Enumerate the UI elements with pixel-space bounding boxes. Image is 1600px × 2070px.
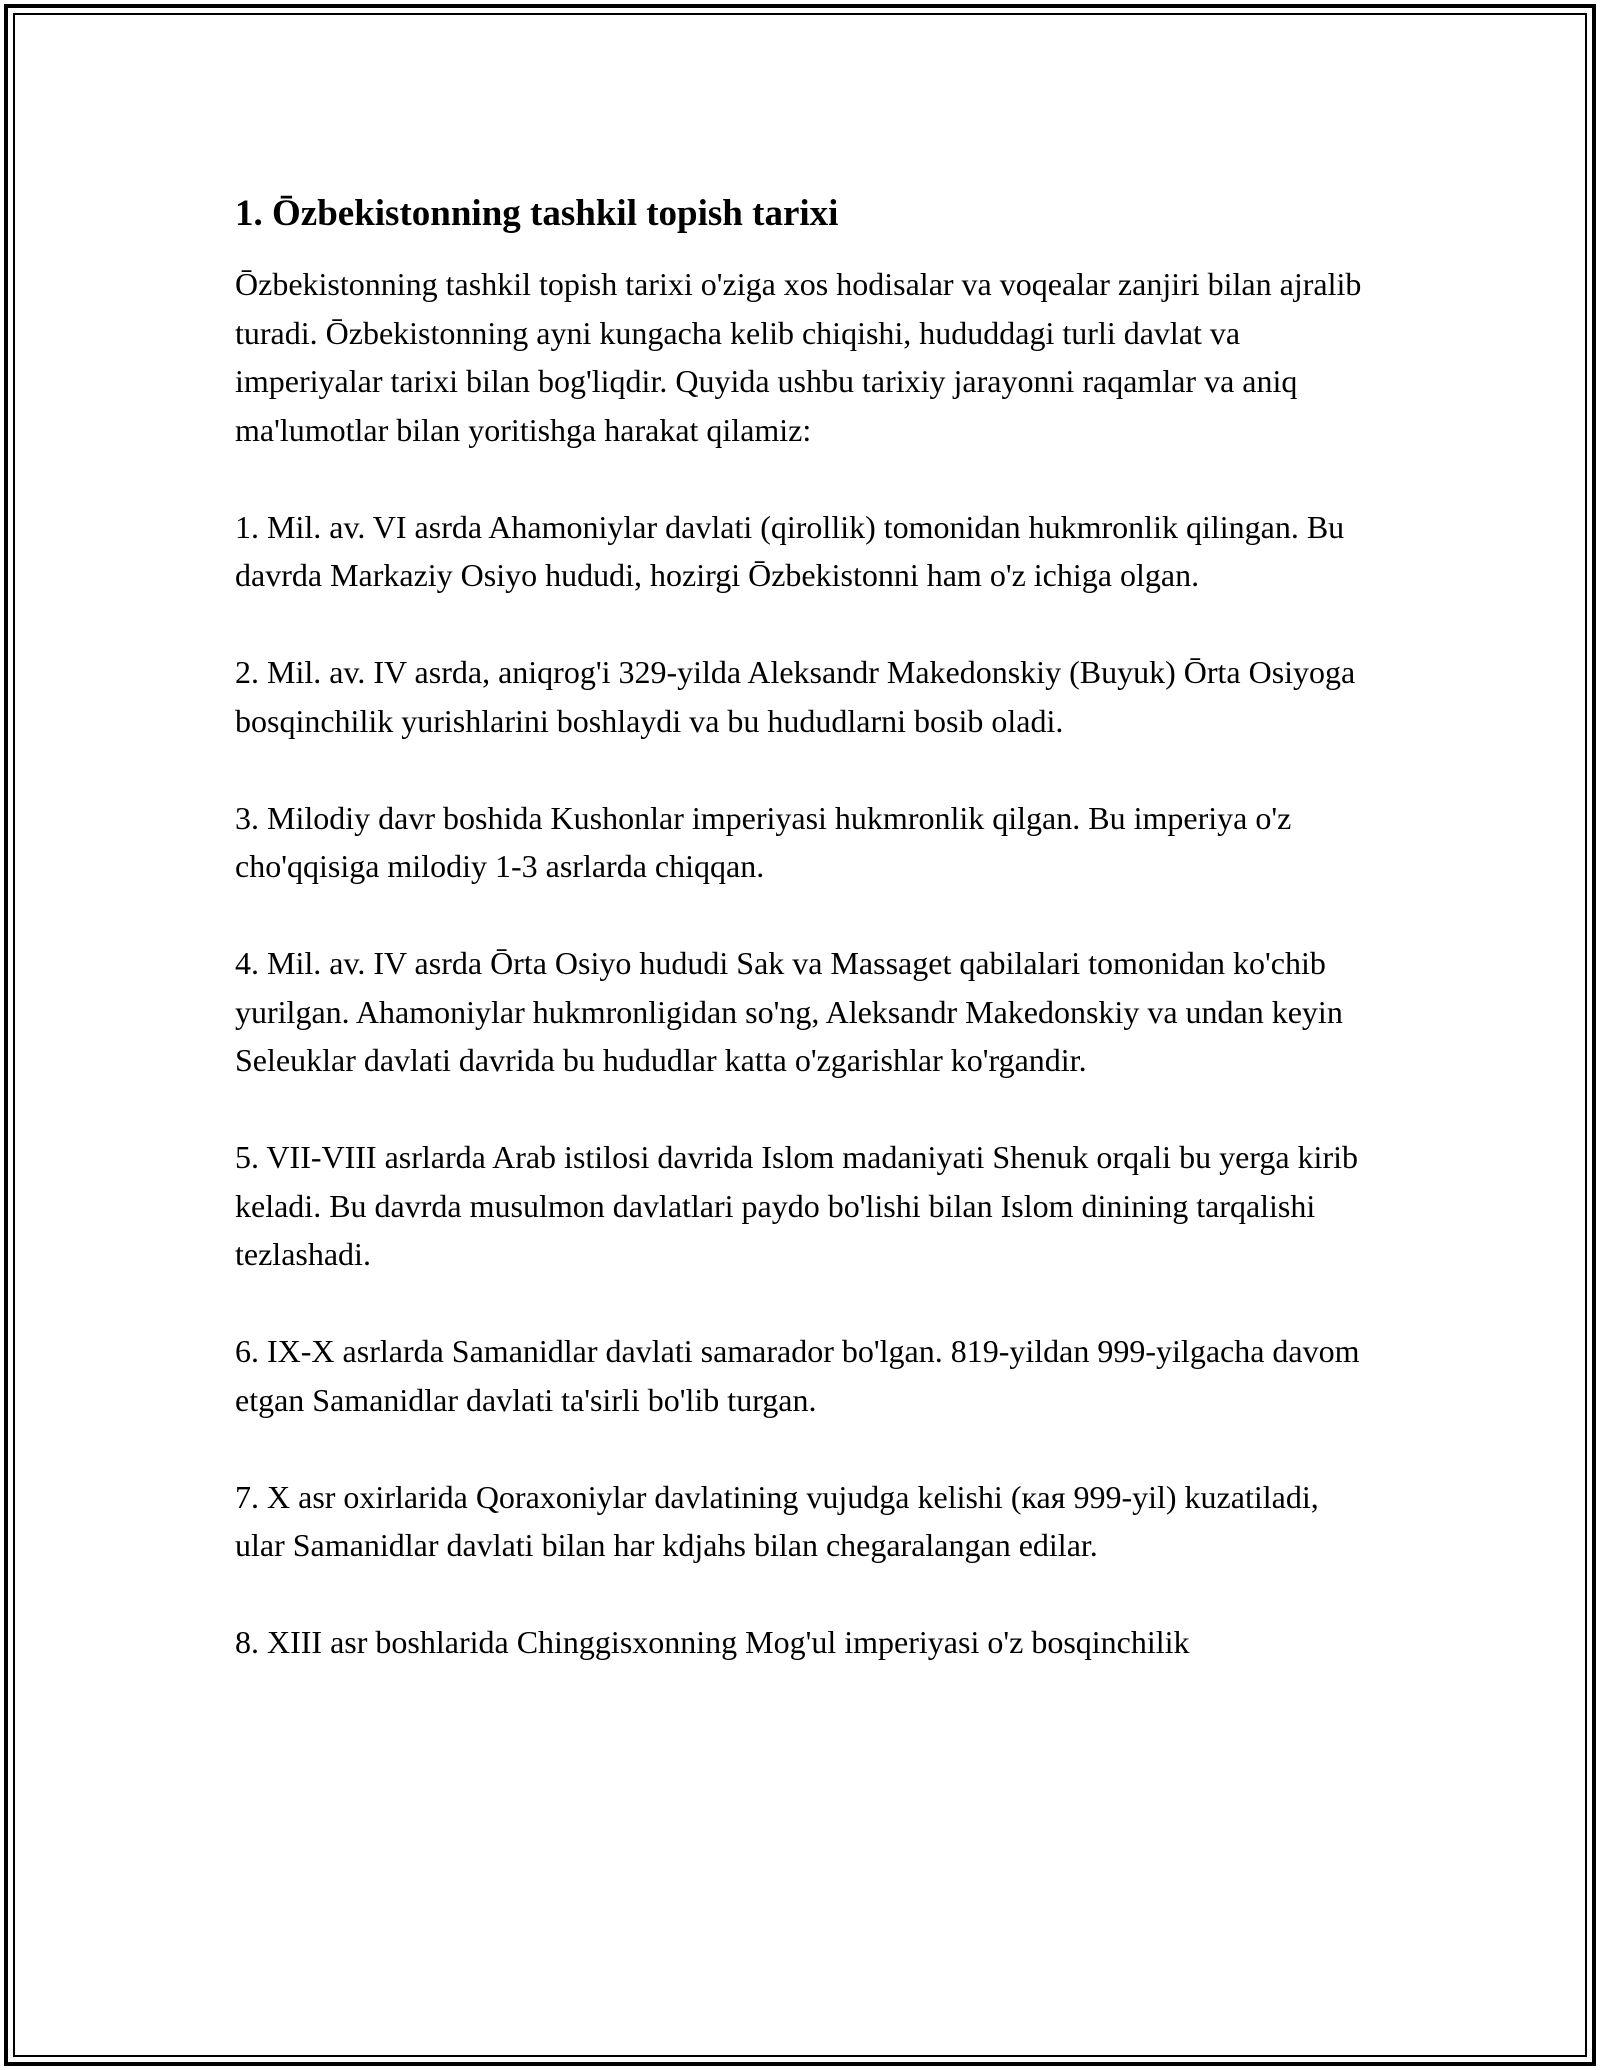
list-item: 6. IX-X asrlarda Samanidlar davlati samarador bo'lgan. 819-yildan 999-yilgacha davom etgan Samanidlar davlati ta'sirli bo'lib turgan. [235,1333,1360,1418]
intro-paragraph: Ōzbekistonning tashkil topish tarixi o'ziga xos hodisalar va voqealar zanjiri bilan ajralib turadi. Ōzbekistonning ayni kungacha kelib chiqishi, hududdagi turli davlat va imperiyalar tarixi bilan bog'liqdir. Quyida ushbu tarixiy jarayonni raqamlar va aniq ma'lumotlar bilan yoritishga harakat qilamiz: [235,266,1362,448]
list-item: 3. Milodiy davr boshida Kushonlar imperiyasi hukmronlik qilgan. Bu imperiya o'z cho'qqisiga milodiy 1-3 asrlarda chiqqan. [235,799,1292,884]
document-body [235,186,1375,1667]
list-item: 1. Mil. av. VI asrda Ahamoniylar davlati (qirollik) tomonidan hukmronlik qilingan. Bu davrda Markaziy Osiyo hududi, hozirgi Ōzbekistonni ham o'z ichiga olgan. [235,508,1345,593]
list-item: 7. X asr oxirlarida Qoraxoniylar davlatining vujudga kelishi (кая 999-yil) kuzatiladi, ular Samanidlar davlati bilan har kdjahs bilan chegaralangan edilar. [235,1478,1319,1563]
document-title: 1. Ōzbekistonning tashkil topish tarixi [235,193,839,234]
list-item: 4. Mil. av. IV asrda Ōrta Osiyo hududi Sak va Massaget qabilalari tomonidan ko'chib yurilgan. Ahamoniylar hukmronligidan so'ng, Aleksandr Makedonskiy va undan keyin Seleuklar davlati davrida bu hududlar katta o'zgarishlar ko'rgandir. [235,945,1343,1078]
list-item: 8. XIII asr boshlarida Chinggisxonning Mog'ul imperiyasi o'z bosqinchilik [235,1624,1190,1660]
list-item: 2. Mil. av. IV asrda, aniqrog'i 329-yilda Aleksandr Makedonskiy (Buyuk) Ōrta Osiyoga bosqinchilik yurishlarini boshlaydi va bu hududlarni bosib oladi. [235,654,1356,739]
list-item: 5. VII-VIII asrlarda Arab istilosi davrida Islom madaniyati Shenuk orqali bu yerga kirib keladi. Bu davrda musulmon davlatlari paydo bo'lishi bilan Islom dinining tarqalishi tezlashadi. [235,1139,1358,1272]
